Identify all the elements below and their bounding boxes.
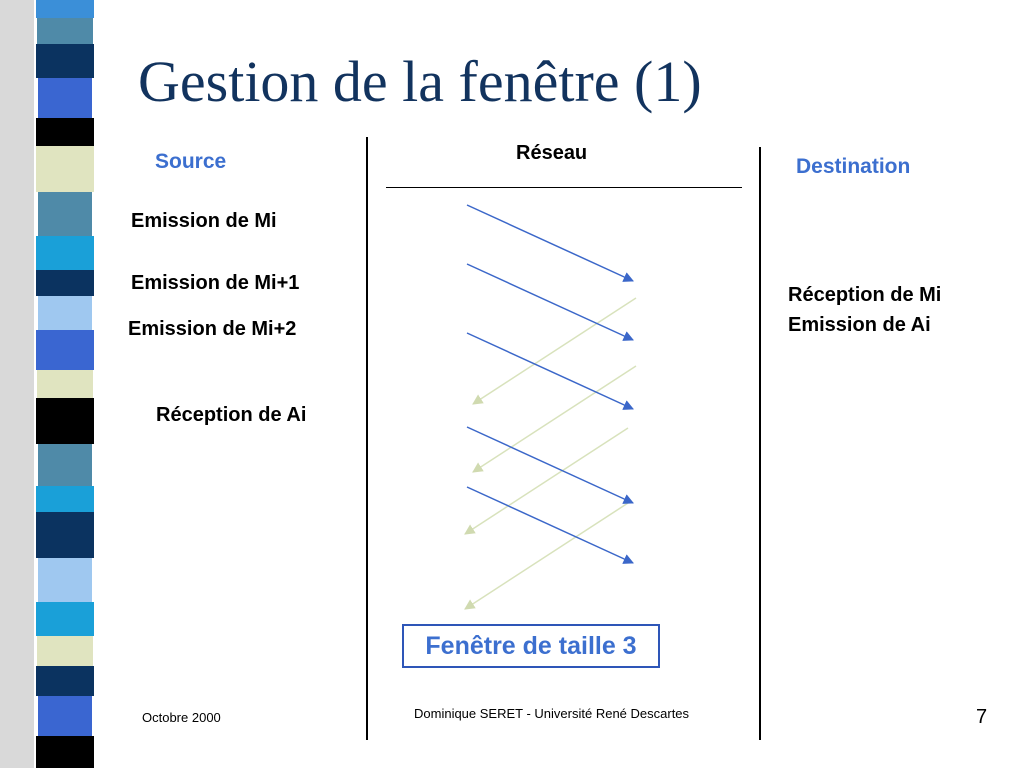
window-size-label: Fenêtre de taille 3 <box>425 631 637 660</box>
destination-header: Destination <box>796 155 911 178</box>
slide-title: Gestion de la fenêtre (1) <box>138 49 702 114</box>
ack-arrow-1 <box>473 298 636 404</box>
source-header: Source <box>155 150 227 173</box>
message-arrow-3 <box>467 333 633 409</box>
footer-date: Octobre 2000 <box>142 710 221 725</box>
source-event-recv-ai: Réception de Ai <box>156 404 307 426</box>
destination-event-emit-ai: Emission de Ai <box>788 314 931 336</box>
footer-author: Dominique SERET - Université René Descartes <box>414 706 690 721</box>
message-arrow-4 <box>467 427 633 503</box>
source-event-emit-mi: Emission de Mi <box>131 210 277 232</box>
window-size-box <box>402 624 660 668</box>
message-arrow-1 <box>467 205 633 281</box>
page-number: 7 <box>976 706 988 728</box>
destination-event-recv-mi: Réception de Mi <box>788 284 942 306</box>
message-arrow-2 <box>467 264 633 340</box>
source-event-emit-mi1: Emission de Mi+1 <box>131 272 300 294</box>
network-header: Réseau <box>516 142 588 164</box>
source-event-emit-mi2: Emission de Mi+2 <box>128 318 297 340</box>
message-arrow-5 <box>467 487 633 563</box>
ack-arrow-2 <box>473 366 636 472</box>
